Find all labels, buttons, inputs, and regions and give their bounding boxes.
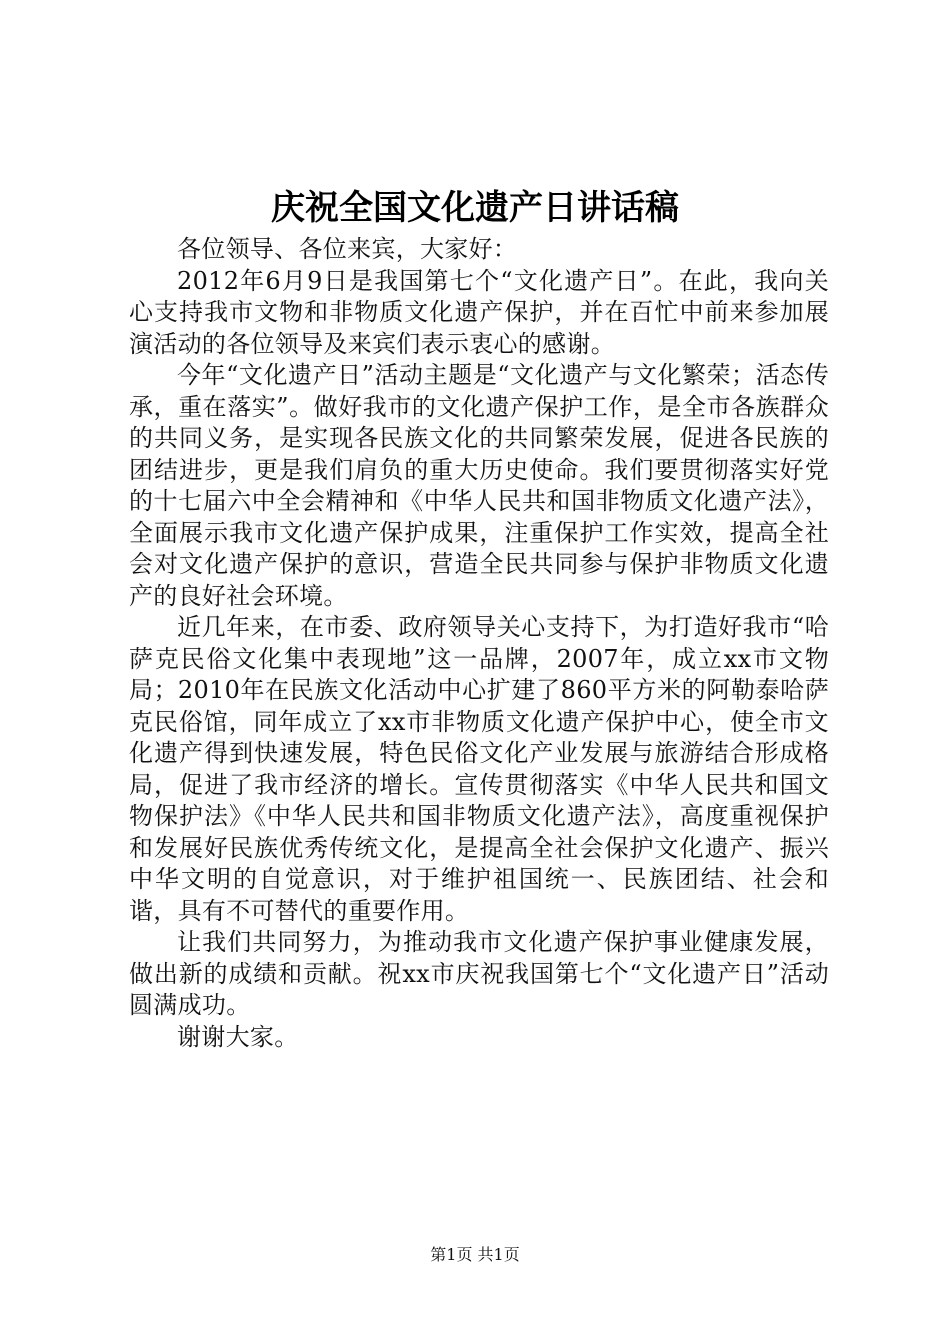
page-number-footer: 第1页 共1页 [430, 1245, 520, 1264]
theme-paragraph: 今年“文化遗产日”活动主题是“文化遗产与文化繁荣；活态传承，重在落实”。做好我市的文化遗产保护工作，是全市各族群众的共同义务，是实现各民族文化的共同繁荣发展，促进各民族的团结进步，更是我们肩负的重大历史使命。我们要贯彻落实好党的十七届六中全会精神和《中华人民共和国非物质文化遗产法》，全面展示我市文化遗产保护成果，注重保护工作实效，提高全社会对文化遗产保护的意识，营造全民共同参与保护非物质文化遗产的良好社会环境。 [129, 361, 829, 610]
achievements-paragraph: 近几年来，在市委、政府领导关心支持下，为打造好我市“哈萨克民俗文化集中表现地”这一品牌，2007年，成立xx市文物局；2010年在民族文化活动中心扩建了860平方米的阿勒泰哈萨克民俗馆，同年成立了xx市非物质文化遗产保护中心，使全市文化遗产得到快速发展，特色民俗文化产业发展与旅游结合形成格局，促进了我市经济的增长。宣传贯彻落实《中华人民共和国文物保护法》《中华人民共和国非物质文化遗产法》，高度重视保护和发展好民族优秀传统文化，是提高全社会保护文化遗产、振兴中华文明的自觉意识，对于维护祖国统一、民族团结、社会和谐，具有不可替代的重要作用。 [129, 613, 829, 925]
thanks-paragraph: 谢谢大家。 [177, 1022, 299, 1051]
document-body [129, 234, 829, 1053]
greeting-paragraph: 各位领导、各位来宾，大家好： [177, 235, 518, 263]
intro-paragraph: 2012年6月9日是我国第七个“文化遗产日”。在此，我向关心支持我市文物和非物质文化遗产保护，并在百忙中前来参加展演活动的各位领导及来宾们表示衷心的感谢。 [129, 266, 829, 358]
document-title: 庆祝全国文化遗产日讲话稿 [271, 188, 679, 228]
closing-paragraph: 让我们共同努力，为推动我市文化遗产保护事业健康发展，做出新的成绩和贡献。祝xx市庆祝我国第七个“文化遗产日”活动圆满成功。 [129, 928, 829, 1019]
